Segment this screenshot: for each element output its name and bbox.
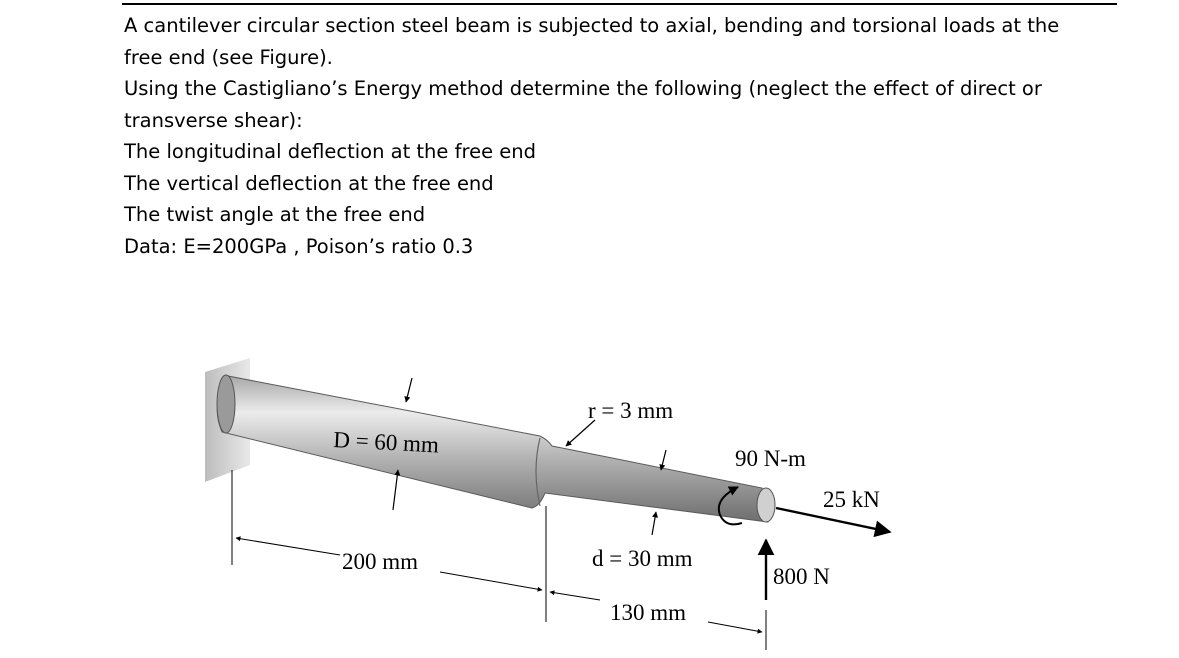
label-torque: 90 N-m (735, 446, 806, 471)
label-vertical-load: 800 N (773, 564, 830, 589)
problem-line-3: Using the Castigliano’s Energy method determine the following (neglect the effect of direct or (124, 77, 1042, 100)
dimension-130-left (550, 592, 600, 600)
task-twist-angle: The twist angle at the free end (124, 203, 426, 226)
dimension-200-right (440, 572, 542, 590)
label-length-small: 130 mm (610, 600, 687, 625)
label-axial-load: 25 kN (823, 487, 880, 512)
beam-fixed-end (217, 375, 235, 433)
label-small-diameter: d = 30 mm (592, 546, 693, 571)
small-diameter-arrow-top (661, 450, 666, 470)
problem-line-1: A cantilever circular section steel beam is subjected to axial, bending and torsional loads at the (124, 14, 1060, 37)
fillet-leader (566, 420, 595, 446)
task-longitudinal-deflection: The longitudinal deflection at the free end (124, 140, 536, 163)
dimension-200-left (236, 538, 340, 555)
beam-free-end (757, 488, 775, 522)
large-diameter-arrow-bottom (393, 470, 398, 510)
label-large-diameter: D = 60 mm (332, 427, 440, 458)
label-length-large: 200 mm (342, 549, 419, 574)
label-fillet-radius: r = 3 mm (588, 398, 674, 423)
small-diameter-arrow-bottom (652, 512, 656, 535)
problem-line-2: free end (see Figure). (124, 45, 333, 69)
data-line: Data: E=200GPa , Poison’s ratio 0.3 (124, 234, 474, 258)
large-diameter-arrow-top (406, 378, 412, 402)
dimension-130-right (708, 622, 762, 632)
beam-body (217, 376, 768, 522)
problem-line-4: transverse shear): (124, 108, 303, 132)
task-vertical-deflection: The vertical deflection at the free end (124, 171, 494, 195)
